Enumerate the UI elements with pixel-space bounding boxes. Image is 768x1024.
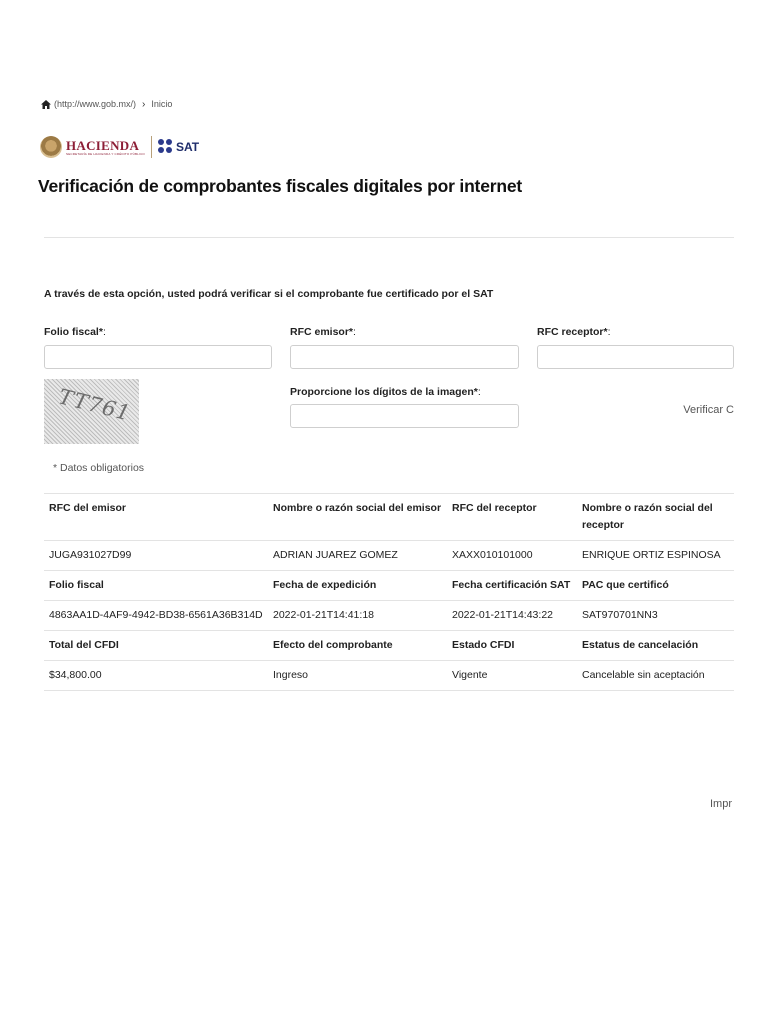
table-row <box>44 661 734 691</box>
rfc-receptor-label: RFC receptor*: <box>537 326 611 338</box>
table-header-cell: Estado CFDI <box>452 639 515 651</box>
table-header-row <box>44 571 734 601</box>
table-cell: Cancelable sin aceptación <box>582 669 705 681</box>
captcha-label: Proporcione los dígitos de la imagen*: <box>290 386 481 398</box>
table-header-cell: Fecha certificación SAT <box>452 579 571 591</box>
required-note: * Datos obligatorios <box>53 462 145 474</box>
table-header-row <box>44 494 734 541</box>
table-cell: 4863AA1D-4AF9-4942-BD38-6561A36B314D <box>49 609 263 621</box>
table-cell: Ingreso <box>273 669 309 681</box>
table-cell: 2022-01-21T14:41:18 <box>273 609 374 621</box>
table-row <box>44 541 734 571</box>
table-row <box>44 601 734 631</box>
table-cell: ENRIQUE ORTIZ ESPINOSA <box>582 549 721 561</box>
results-table <box>44 493 734 691</box>
hacienda-logo: HACIENDA SECRETARÍA DE HACIENDA Y CRÉDITO PÚBLICO <box>66 137 145 156</box>
table-header-cell: Efecto del comprobante <box>273 639 393 651</box>
table-cell: $34,800.00 <box>49 669 102 681</box>
folio-fiscal-label: Folio fiscal*: <box>44 326 106 338</box>
intro-text: A través de esta opción, usted podrá verificar si el comprobante fue certificado por el SAT <box>44 288 494 300</box>
page-title: Verificación de comprobantes fiscales digitales por internet <box>38 176 522 196</box>
table-cell: 2022-01-21T14:43:22 <box>452 609 553 621</box>
table-header-cell: RFC del receptor <box>452 502 537 514</box>
sat-mark-icon <box>158 139 174 155</box>
mexico-seal-icon <box>40 136 62 158</box>
table-header-cell: Nombre o razón social del emisor <box>273 502 442 514</box>
table-cell: JUGA931027D99 <box>49 549 132 561</box>
table-header-row <box>44 631 734 661</box>
table-cell: Vigente <box>452 669 488 681</box>
table-cell: ADRIAN JUAREZ GOMEZ <box>273 549 398 561</box>
print-button[interactable]: Impr <box>710 798 732 810</box>
captcha-image: TT761 <box>44 379 139 444</box>
divider <box>44 237 734 238</box>
folio-fiscal-input[interactable] <box>44 345 272 369</box>
verify-button[interactable]: Verificar C <box>683 404 734 416</box>
chevron-right-icon: › <box>142 98 146 110</box>
captcha-input[interactable] <box>290 404 519 428</box>
table-header-cell: Estatus de cancelación <box>582 639 699 651</box>
rfc-emisor-label: RFC emisor*: <box>290 326 356 338</box>
breadcrumb-current: Inicio <box>151 99 173 109</box>
home-icon[interactable] <box>41 100 51 109</box>
rfc-emisor-input[interactable] <box>290 345 519 369</box>
breadcrumb <box>41 97 172 111</box>
table-header-cell: Nombre o razón social del receptor <box>582 502 713 531</box>
logo-divider <box>151 136 152 158</box>
table-cell: XAXX010101000 <box>452 549 533 561</box>
table-header-cell: Total del CFDI <box>49 639 119 651</box>
home-link[interactable]: (http://www.gob.mx/) <box>54 99 137 109</box>
table-header-cell: Folio fiscal <box>49 579 104 591</box>
rfc-receptor-input[interactable] <box>537 345 734 369</box>
table-header-cell: PAC que certificó <box>582 579 669 591</box>
table-header-cell: Fecha de expedición <box>273 579 377 591</box>
header-logos <box>40 133 199 161</box>
table-cell: SAT970701NN3 <box>582 609 658 621</box>
sat-logo: SAT <box>158 139 199 155</box>
table-header-cell: RFC del emisor <box>49 502 127 514</box>
